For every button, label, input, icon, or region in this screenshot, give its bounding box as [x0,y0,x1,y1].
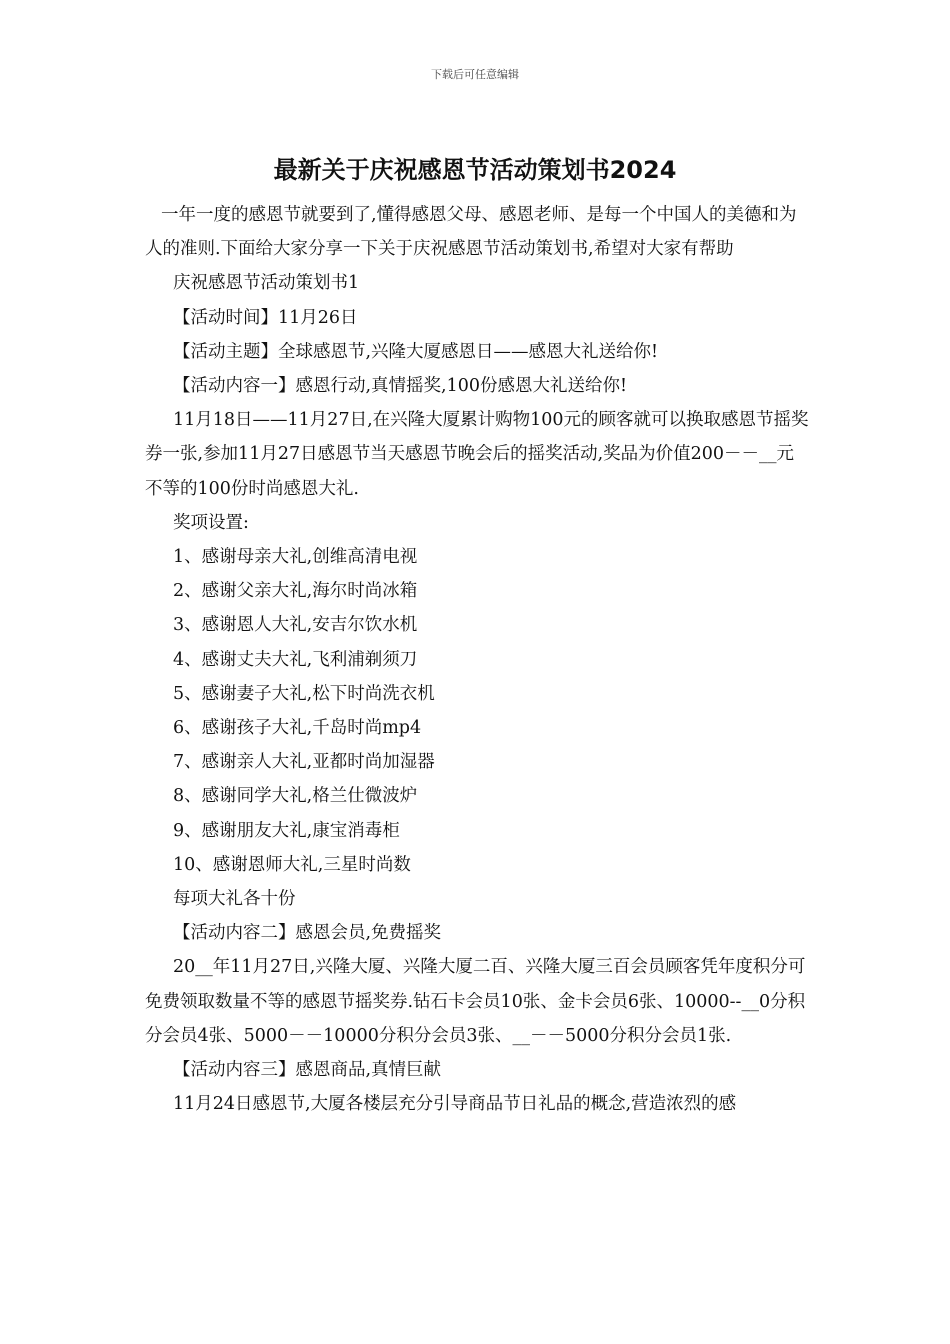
prize-list-item: 10、感谢恩师大礼,三星时尚数 [173,854,411,875]
activity-time: 【活动时间】11月26日 [173,307,358,328]
prize-list-item: 9、感谢朋友大礼,康宝消毒柜 [173,820,400,841]
body-paragraph: 11月18日——11月27日,在兴隆大厦累计购物100元的顾客就可以换取感恩节摇奖券一张,参加11月27日感恩节当天感恩节晚会后的摇奖活动,奖品为价值200－－__元不等的100份时尚感恩大礼. [145,410,809,499]
prize-list-item: 3、感谢恩人大礼,安吉尔饮水机 [173,615,418,636]
document-body [145,198,810,1121]
prize-list-item: 5、感谢妻子大礼,松下时尚洗衣机 [173,683,435,704]
prize-settings-heading: 奖项设置: [173,512,249,533]
prize-list-item: 7、感谢亲人大礼,亚都时尚加湿器 [173,752,435,773]
prize-list-item: 1、感谢母亲大礼,创维高清电视 [173,547,418,568]
body-paragraph: 20__年11月27日,兴隆大厦、兴隆大厦二百、兴隆大厦三百会员顾客凭年度积分可免费领取数量不等的感恩节摇奖券.钻石卡会员10张、金卡会员6张、10000--__0分积分会员4张、5000－－10000分积分会员3张、__－－5000分积分会员1张. [145,957,806,1046]
activity-content-two: 【活动内容二】感恩会员,免费摇奖 [173,923,442,944]
activity-content-three: 【活动内容三】感恩商品,真情巨献 [173,1060,442,1081]
prize-list-item: 4、感谢丈夫大礼,飞利浦剃须刀 [173,649,418,670]
prize-list-item: 2、感谢父亲大礼,海尔时尚冰箱 [173,581,418,602]
activity-theme: 【活动主题】全球感恩节,兴隆大厦感恩日——感恩大礼送给你! [173,341,659,362]
section-heading: 庆祝感恩节活动策划书1 [173,273,360,294]
prize-count-note: 每项大礼各十份 [173,889,296,910]
document-title: 最新关于庆祝感恩节活动策划书2024 [273,156,677,184]
header-note: 下载后可任意编辑 [431,68,519,81]
prize-list-item: 8、感谢同学大礼,格兰仕微波炉 [173,786,418,807]
prize-list-item: 6、感谢孩子大礼,千岛时尚mp4 [173,718,422,739]
activity-content-one: 【活动内容一】感恩行动,真情摇奖,100份感恩大礼送给你! [173,376,628,397]
body-paragraph: 11月24日感恩节,大厦各楼层充分引导商品节日礼品的概念,营造浓烈的感 [173,1094,737,1115]
intro-paragraph: 一年一度的感恩节就要到了,懂得感恩父母、感恩老师、是每一个中国人的美德和为人的准则.下面给大家分享一下关于庆祝感恩节活动策划书,希望对大家有帮助 [145,205,797,260]
